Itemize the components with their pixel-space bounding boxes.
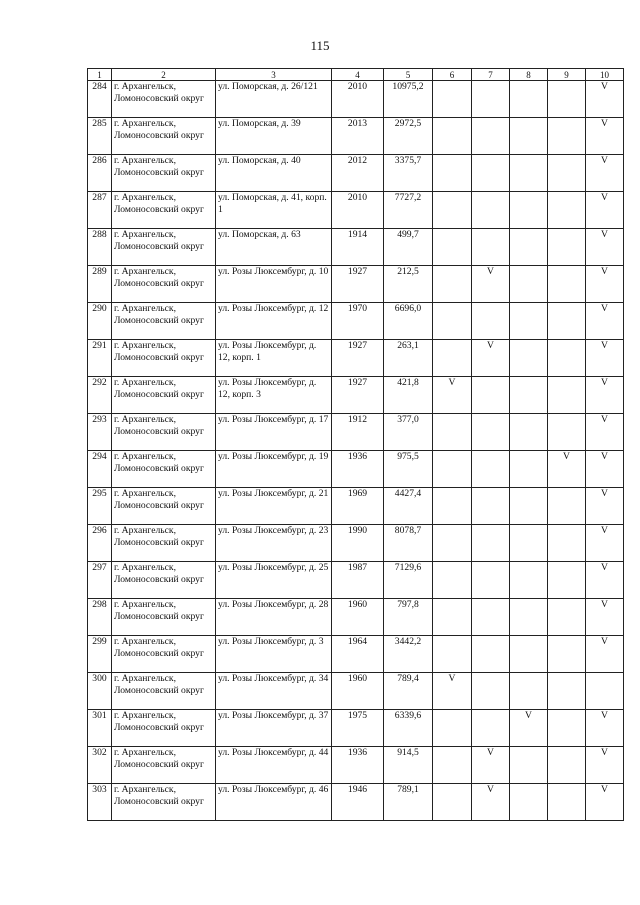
mark-cell-7	[472, 525, 510, 562]
mark-cell-10: V	[586, 229, 624, 266]
mark-cell-10: V	[586, 81, 624, 118]
row-number: 303	[88, 784, 112, 821]
mark-cell-6	[433, 266, 472, 303]
mark-cell-9	[548, 340, 586, 377]
address-cell: ул. Розы Люксембург, д. 46	[216, 784, 332, 821]
mark-cell-8	[510, 488, 548, 525]
row-number: 295	[88, 488, 112, 525]
address-cell: ул. Розы Люксембург, д. 12, корп. 3	[216, 377, 332, 414]
year-cell: 1946	[332, 784, 384, 821]
year-cell: 1927	[332, 266, 384, 303]
year-cell: 1914	[332, 229, 384, 266]
year-cell: 2012	[332, 155, 384, 192]
row-number: 296	[88, 525, 112, 562]
mark-cell-8	[510, 118, 548, 155]
address-cell: ул. Розы Люксембург, д. 23	[216, 525, 332, 562]
mark-cell-7	[472, 192, 510, 229]
mark-cell-10: V	[586, 377, 624, 414]
location-cell: г. Архангельск, Ломоносовский округ	[112, 81, 216, 118]
row-number: 298	[88, 599, 112, 636]
mark-cell-6	[433, 636, 472, 673]
location-cell: г. Архангельск, Ломоносовский округ	[112, 192, 216, 229]
area-cell: 797,8	[384, 599, 433, 636]
mark-cell-6	[433, 451, 472, 488]
area-cell: 7129,6	[384, 562, 433, 599]
table-row	[88, 229, 624, 266]
mark-cell-8	[510, 599, 548, 636]
location-cell: г. Архангельск, Ломоносовский округ	[112, 451, 216, 488]
column-header: 4	[332, 69, 384, 81]
mark-cell-8	[510, 451, 548, 488]
row-number: 289	[88, 266, 112, 303]
mark-cell-10: V	[586, 525, 624, 562]
row-number: 287	[88, 192, 112, 229]
address-cell: ул. Розы Люксембург, д. 17	[216, 414, 332, 451]
mark-cell-9	[548, 710, 586, 747]
year-cell: 1912	[332, 414, 384, 451]
year-cell: 1960	[332, 673, 384, 710]
address-cell: ул. Поморская, д. 26/121	[216, 81, 332, 118]
address-cell: ул. Розы Люксембург, д. 21	[216, 488, 332, 525]
mark-cell-6: V	[433, 673, 472, 710]
mark-cell-8	[510, 377, 548, 414]
location-cell: г. Архангельск, Ломоносовский округ	[112, 784, 216, 821]
mark-cell-6	[433, 340, 472, 377]
year-cell: 1969	[332, 488, 384, 525]
mark-cell-7	[472, 155, 510, 192]
mark-cell-10: V	[586, 118, 624, 155]
table-row	[88, 451, 624, 488]
address-cell: ул. Розы Люксембург, д. 10	[216, 266, 332, 303]
mark-cell-8	[510, 229, 548, 266]
mark-cell-9	[548, 414, 586, 451]
area-cell: 789,4	[384, 673, 433, 710]
year-cell: 1960	[332, 599, 384, 636]
location-cell: г. Архангельск, Ломоносовский округ	[112, 488, 216, 525]
row-number: 294	[88, 451, 112, 488]
mark-cell-8	[510, 784, 548, 821]
address-cell: ул. Розы Люксембург, д. 34	[216, 673, 332, 710]
table-row	[88, 599, 624, 636]
mark-cell-10: V	[586, 303, 624, 340]
mark-cell-10: V	[586, 710, 624, 747]
location-cell: г. Архангельск, Ломоносовский округ	[112, 266, 216, 303]
mark-cell-9	[548, 599, 586, 636]
mark-cell-6	[433, 155, 472, 192]
mark-cell-10: V	[586, 266, 624, 303]
table-row	[88, 266, 624, 303]
location-cell: г. Архангельск, Ломоносовский округ	[112, 229, 216, 266]
mark-cell-7	[472, 414, 510, 451]
address-cell: ул. Поморская, д. 41, корп. 1	[216, 192, 332, 229]
area-cell: 10975,2	[384, 81, 433, 118]
address-cell: ул. Розы Люксембург, д. 44	[216, 747, 332, 784]
mark-cell-10: V	[586, 747, 624, 784]
mark-cell-10: V	[586, 562, 624, 599]
mark-cell-6	[433, 710, 472, 747]
registry-table	[87, 68, 624, 821]
address-cell: ул. Розы Люксембург, д. 37	[216, 710, 332, 747]
column-header: 2	[112, 69, 216, 81]
column-header-row	[88, 69, 624, 81]
mark-cell-7	[472, 710, 510, 747]
mark-cell-9	[548, 192, 586, 229]
location-cell: г. Архангельск, Ломоносовский округ	[112, 118, 216, 155]
mark-cell-7	[472, 118, 510, 155]
location-cell: г. Архангельск, Ломоносовский округ	[112, 673, 216, 710]
area-cell: 499,7	[384, 229, 433, 266]
mark-cell-8	[510, 562, 548, 599]
mark-cell-8	[510, 340, 548, 377]
mark-cell-7	[472, 562, 510, 599]
area-cell: 914,5	[384, 747, 433, 784]
table-row	[88, 747, 624, 784]
mark-cell-7	[472, 673, 510, 710]
mark-cell-10: V	[586, 599, 624, 636]
column-header: 5	[384, 69, 433, 81]
year-cell: 1927	[332, 340, 384, 377]
year-cell: 2013	[332, 118, 384, 155]
column-header: 7	[472, 69, 510, 81]
address-cell: ул. Поморская, д. 63	[216, 229, 332, 266]
location-cell: г. Архангельск, Ломоносовский округ	[112, 710, 216, 747]
table-row	[88, 525, 624, 562]
mark-cell-9	[548, 562, 586, 599]
table-row	[88, 340, 624, 377]
table-row	[88, 81, 624, 118]
mark-cell-9	[548, 488, 586, 525]
mark-cell-9	[548, 673, 586, 710]
mark-cell-8	[510, 747, 548, 784]
area-cell: 3442,2	[384, 636, 433, 673]
location-cell: г. Архангельск, Ломоносовский округ	[112, 155, 216, 192]
mark-cell-6	[433, 562, 472, 599]
table-row	[88, 118, 624, 155]
mark-cell-6	[433, 784, 472, 821]
mark-cell-9	[548, 229, 586, 266]
mark-cell-9	[548, 377, 586, 414]
mark-cell-7: V	[472, 266, 510, 303]
row-number: 299	[88, 636, 112, 673]
mark-cell-7	[472, 451, 510, 488]
location-cell: г. Архангельск, Ломоносовский округ	[112, 747, 216, 784]
table-row	[88, 414, 624, 451]
mark-cell-7: V	[472, 747, 510, 784]
year-cell: 1936	[332, 451, 384, 488]
area-cell: 2972,5	[384, 118, 433, 155]
row-number: 284	[88, 81, 112, 118]
area-cell: 6696,0	[384, 303, 433, 340]
table-row	[88, 192, 624, 229]
table-row	[88, 155, 624, 192]
mark-cell-7	[472, 636, 510, 673]
mark-cell-8	[510, 155, 548, 192]
table-row	[88, 562, 624, 599]
mark-cell-9	[548, 636, 586, 673]
mark-cell-6	[433, 118, 472, 155]
table-body	[88, 81, 624, 821]
year-cell: 1975	[332, 710, 384, 747]
mark-cell-7	[472, 81, 510, 118]
mark-cell-10: V	[586, 636, 624, 673]
location-cell: г. Архангельск, Ломоносовский округ	[112, 303, 216, 340]
mark-cell-10: V	[586, 340, 624, 377]
area-cell: 789,1	[384, 784, 433, 821]
mark-cell-7: V	[472, 784, 510, 821]
address-cell: ул. Розы Люксембург, д. 3	[216, 636, 332, 673]
mark-cell-8: V	[510, 710, 548, 747]
mark-cell-8	[510, 673, 548, 710]
area-cell: 4427,4	[384, 488, 433, 525]
mark-cell-7	[472, 599, 510, 636]
table-row	[88, 673, 624, 710]
row-number: 288	[88, 229, 112, 266]
mark-cell-7	[472, 377, 510, 414]
row-number: 292	[88, 377, 112, 414]
mark-cell-8	[510, 636, 548, 673]
mark-cell-8	[510, 303, 548, 340]
year-cell: 2010	[332, 192, 384, 229]
address-cell: ул. Розы Люксембург, д. 25	[216, 562, 332, 599]
year-cell: 1964	[332, 636, 384, 673]
area-cell: 212,5	[384, 266, 433, 303]
address-cell: ул. Розы Люксембург, д. 12, корп. 1	[216, 340, 332, 377]
mark-cell-7	[472, 488, 510, 525]
mark-cell-10: V	[586, 784, 624, 821]
row-number: 302	[88, 747, 112, 784]
address-cell: ул. Розы Люксембург, д. 12	[216, 303, 332, 340]
location-cell: г. Архангельск, Ломоносовский округ	[112, 636, 216, 673]
row-number: 297	[88, 562, 112, 599]
mark-cell-6	[433, 303, 472, 340]
location-cell: г. Архангельск, Ломоносовский округ	[112, 377, 216, 414]
mark-cell-10: V	[586, 488, 624, 525]
column-header: 1	[88, 69, 112, 81]
mark-cell-8	[510, 192, 548, 229]
location-cell: г. Архангельск, Ломоносовский округ	[112, 599, 216, 636]
mark-cell-9	[548, 118, 586, 155]
table-row	[88, 303, 624, 340]
mark-cell-9	[548, 266, 586, 303]
mark-cell-9: V	[548, 451, 586, 488]
year-cell: 2010	[332, 81, 384, 118]
mark-cell-10: V	[586, 155, 624, 192]
table-row	[88, 784, 624, 821]
mark-cell-6	[433, 192, 472, 229]
mark-cell-7	[472, 229, 510, 266]
mark-cell-9	[548, 525, 586, 562]
location-cell: г. Архангельск, Ломоносовский округ	[112, 340, 216, 377]
address-cell: ул. Поморская, д. 40	[216, 155, 332, 192]
mark-cell-6	[433, 488, 472, 525]
column-header: 8	[510, 69, 548, 81]
mark-cell-8	[510, 525, 548, 562]
area-cell: 6339,6	[384, 710, 433, 747]
page-number: 115	[310, 38, 330, 53]
mark-cell-9	[548, 81, 586, 118]
row-number: 290	[88, 303, 112, 340]
address-cell: ул. Розы Люксембург, д. 28	[216, 599, 332, 636]
area-cell: 975,5	[384, 451, 433, 488]
mark-cell-6	[433, 229, 472, 266]
mark-cell-9	[548, 155, 586, 192]
address-cell: ул. Поморская, д. 39	[216, 118, 332, 155]
mark-cell-6	[433, 81, 472, 118]
mark-cell-6	[433, 414, 472, 451]
mark-cell-6	[433, 599, 472, 636]
mark-cell-9	[548, 784, 586, 821]
mark-cell-10: V	[586, 451, 624, 488]
column-header: 3	[216, 69, 332, 81]
table-row	[88, 710, 624, 747]
year-cell: 1987	[332, 562, 384, 599]
table-row	[88, 377, 624, 414]
mark-cell-7: V	[472, 340, 510, 377]
area-cell: 377,0	[384, 414, 433, 451]
mark-cell-8	[510, 81, 548, 118]
row-number: 300	[88, 673, 112, 710]
year-cell: 1970	[332, 303, 384, 340]
row-number: 291	[88, 340, 112, 377]
area-cell: 8078,7	[384, 525, 433, 562]
area-cell: 3375,7	[384, 155, 433, 192]
mark-cell-10: V	[586, 414, 624, 451]
row-number: 293	[88, 414, 112, 451]
column-header: 6	[433, 69, 472, 81]
area-cell: 7727,2	[384, 192, 433, 229]
column-header: 9	[548, 69, 586, 81]
table-row	[88, 488, 624, 525]
mark-cell-10	[586, 673, 624, 710]
mark-cell-7	[472, 303, 510, 340]
year-cell: 1927	[332, 377, 384, 414]
mark-cell-9	[548, 747, 586, 784]
mark-cell-6: V	[433, 377, 472, 414]
mark-cell-6	[433, 747, 472, 784]
column-header: 10	[586, 69, 624, 81]
row-number: 301	[88, 710, 112, 747]
year-cell: 1990	[332, 525, 384, 562]
mark-cell-6	[433, 525, 472, 562]
mark-cell-8	[510, 414, 548, 451]
area-cell: 263,1	[384, 340, 433, 377]
location-cell: г. Архангельск, Ломоносовский округ	[112, 414, 216, 451]
area-cell: 421,8	[384, 377, 433, 414]
row-number: 285	[88, 118, 112, 155]
mark-cell-9	[548, 303, 586, 340]
year-cell: 1936	[332, 747, 384, 784]
table-row	[88, 636, 624, 673]
location-cell: г. Архангельск, Ломоносовский округ	[112, 562, 216, 599]
mark-cell-10: V	[586, 192, 624, 229]
address-cell: ул. Розы Люксембург, д. 19	[216, 451, 332, 488]
location-cell: г. Архангельск, Ломоносовский округ	[112, 525, 216, 562]
mark-cell-8	[510, 266, 548, 303]
row-number: 286	[88, 155, 112, 192]
